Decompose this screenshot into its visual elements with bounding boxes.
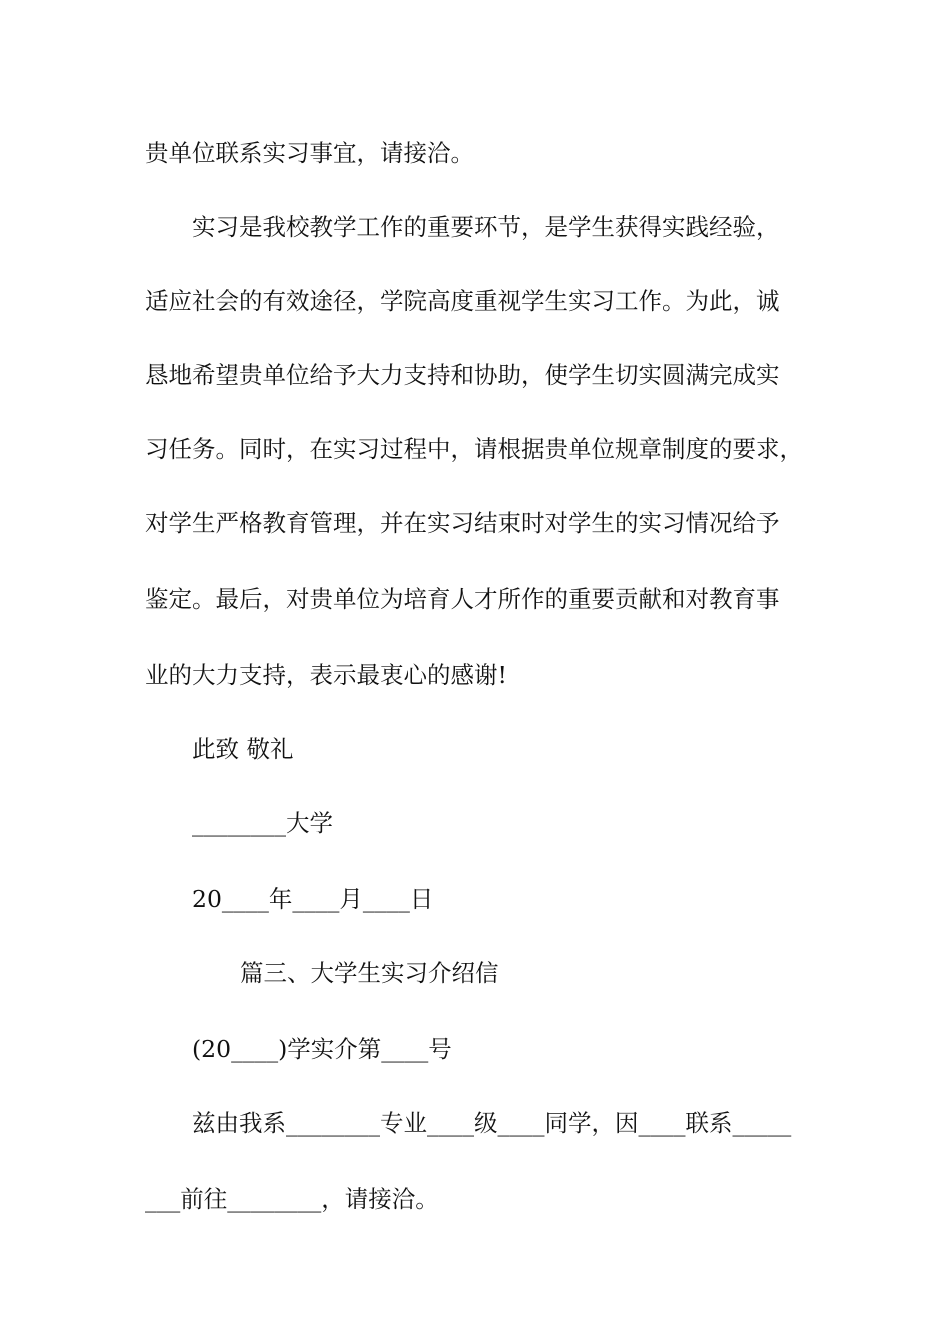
paragraph-line: 适应社会的有效途径，学院高度重视学生实习工作。为此，诚 xyxy=(145,287,780,315)
paragraph-line: 实习是我校教学工作的重要环节，是学生获得实践经验， xyxy=(192,213,780,241)
paragraph-line: 业的大力支持，表示最衷心的感谢! xyxy=(145,661,507,689)
signature-university: ________大学 xyxy=(192,809,333,837)
paragraph-line: 对学生严格教育管理，并在实习结束时对学生的实习情况给予 xyxy=(145,509,780,537)
paragraph-line: 习任务。同时，在实习过程中，请根据贵单位规章制度的要求， xyxy=(145,435,803,463)
paragraph-line: ___前往________，请接洽。 xyxy=(145,1185,439,1213)
paragraph-line: 鉴定。最后，对贵单位为培育人才所作的重要贡献和对教育事 xyxy=(145,585,780,613)
paragraph-line: 兹由我系________专业____级____同学，因____联系_____ xyxy=(192,1109,792,1137)
section-heading: 篇三、大学生实习介绍信 xyxy=(240,959,499,987)
reference-number: (20____)学实介第____号 xyxy=(192,1035,452,1063)
signature-date: 20____年____月____日 xyxy=(192,885,434,913)
paragraph-line: 贵单位联系实习事宜，请接洽。 xyxy=(145,139,474,167)
paragraph-line: 恳地希望贵单位给予大力支持和协助，使学生切实圆满完成实 xyxy=(145,361,780,389)
closing-salutation: 此致 敬礼 xyxy=(192,735,294,763)
